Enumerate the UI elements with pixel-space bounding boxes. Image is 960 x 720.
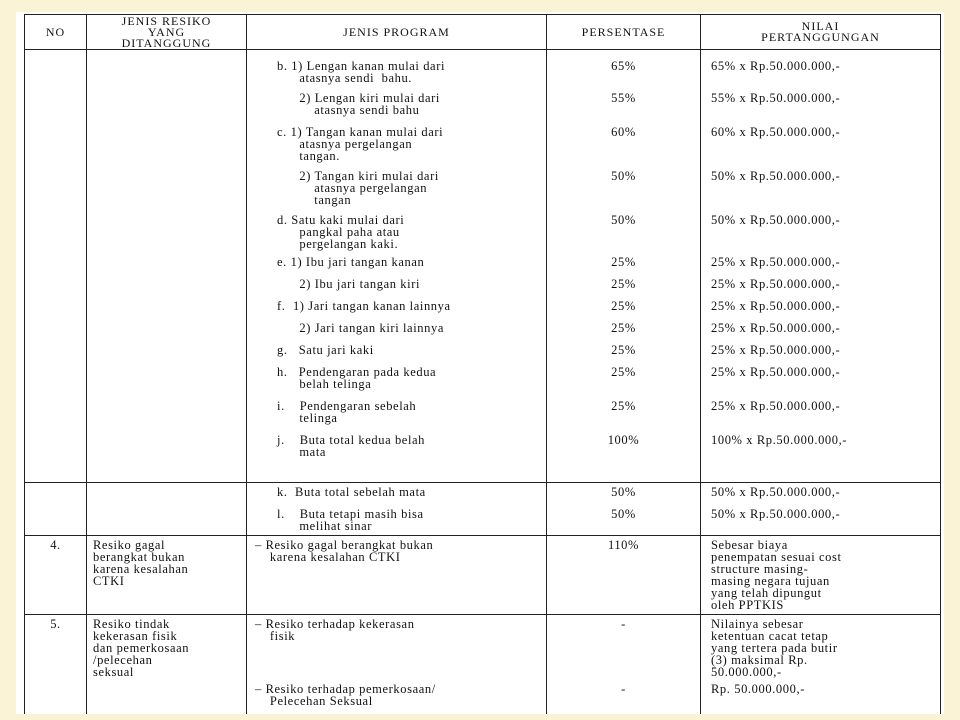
header-percentage: PERSENTASE bbox=[547, 15, 701, 50]
percentage-value: 100% bbox=[607, 433, 640, 447]
program-line: k. Buta total sebelah mata bbox=[277, 485, 426, 499]
value-text: 100% x Rp.50.000.000,- bbox=[711, 433, 848, 447]
program-line: b. 1) Lengan kanan mulai dari atasnya sendi bahu. bbox=[277, 59, 446, 85]
value-text: 55% x Rp.50.000.000,- bbox=[711, 91, 841, 105]
header-program: JENIS PROGRAM bbox=[247, 15, 547, 50]
value-text: 25% x Rp.50.000.000,- bbox=[711, 299, 841, 313]
program-line: f. 1) Jari tangan kanan lainnya bbox=[277, 299, 451, 313]
program-line: e. 1) Ibu jari tangan kanan bbox=[277, 255, 425, 269]
program-line: 2) Lengan kiri mulai dari atasnya sendi bahu bbox=[299, 91, 441, 117]
percentage-value: 50% bbox=[611, 485, 636, 499]
row-number: 5. bbox=[25, 615, 87, 715]
value-text: 25% x Rp.50.000.000,- bbox=[711, 321, 841, 335]
header-risk: JENIS RESIKO YANG DITANGGUNG bbox=[87, 15, 247, 50]
value-text: 25% x Rp.50.000.000,- bbox=[711, 365, 841, 379]
header-value: NILAI PERTANGGUNGAN bbox=[701, 15, 941, 50]
program-cell bbox=[247, 615, 547, 715]
percentage-value: - bbox=[621, 617, 626, 631]
no-cell bbox=[25, 50, 87, 483]
program-line: c. 1) Tangan kanan mulai dari atasnya pergelangan tangan. bbox=[277, 125, 444, 163]
program-line: h. Pendengaran pada kedua belah telinga bbox=[277, 365, 437, 391]
table-row bbox=[25, 50, 941, 483]
percentage-value: 25% bbox=[611, 255, 636, 269]
program-line: 2) Jari tangan kiri lainnya bbox=[277, 321, 444, 335]
insurance-table bbox=[24, 14, 941, 714]
percentage-cell bbox=[547, 483, 701, 536]
percentage-value: 60% bbox=[611, 125, 636, 139]
value-text: Nilainya sebesar ketentuan cacat tetap yang tertera pada butir (3) maksimal Rp. 50.000.000,- bbox=[711, 617, 838, 679]
value-cell bbox=[701, 615, 941, 715]
percentage-value: 50% bbox=[611, 169, 636, 183]
percentage-cell bbox=[547, 615, 701, 715]
program-line: 2) Ibu jari tangan kiri bbox=[277, 277, 421, 291]
program-line: 2) Tangan kiri mulai dari atasnya pergelangan tangan bbox=[299, 169, 439, 207]
program-line: d. Satu kaki mulai dari pangkal paha atau pergelangan kaki. bbox=[277, 213, 405, 251]
value-text: 25% x Rp.50.000.000,- bbox=[711, 277, 841, 291]
row-number: 4. bbox=[25, 536, 87, 615]
program-cell: – Resiko gagal berangkat bukan karena kesalahan CTKI bbox=[247, 536, 547, 615]
percentage-value: 50% bbox=[611, 507, 636, 521]
program-cell bbox=[247, 483, 547, 536]
value-text: 50% x Rp.50.000.000,- bbox=[711, 169, 841, 183]
header-row bbox=[25, 15, 941, 50]
value-cell bbox=[701, 50, 941, 483]
risk-cell: Resiko gagal berangkat bukan karena kesalahan CTKI bbox=[87, 536, 247, 615]
value-text: 25% x Rp.50.000.000,- bbox=[711, 399, 841, 413]
percentage-value: 25% bbox=[611, 321, 636, 335]
value-text: 50% x Rp.50.000.000,- bbox=[711, 507, 841, 521]
percentage-value: 50% bbox=[611, 213, 636, 227]
percentage-value: 55% bbox=[611, 91, 636, 105]
value-cell: Sebesar biaya penempatan sesuai cost structure masing- masing negara tujuan yang telah dipungut oleh PPTKIS bbox=[701, 536, 941, 615]
header-no: NO bbox=[25, 15, 87, 50]
value-text: 25% x Rp.50.000.000,- bbox=[711, 343, 841, 357]
program-cell bbox=[247, 50, 547, 483]
value-text: 50% x Rp.50.000.000,- bbox=[711, 485, 841, 499]
percentage-value: 25% bbox=[611, 299, 636, 313]
program-line: i. Pendengaran sebelah telinga bbox=[277, 399, 417, 425]
table-row bbox=[25, 615, 941, 715]
value-text: 65% x Rp.50.000.000,- bbox=[711, 59, 841, 73]
value-text: 60% x Rp.50.000.000,- bbox=[711, 125, 841, 139]
value-text: 50% x Rp.50.000.000,- bbox=[711, 213, 841, 227]
value-cell bbox=[701, 483, 941, 536]
percentage-value: 25% bbox=[611, 277, 636, 291]
percentage-cell bbox=[547, 50, 701, 483]
percentage-value: 25% bbox=[611, 365, 636, 379]
program-line: l. Buta tetapi masih bisa melihat sinar bbox=[277, 507, 424, 533]
value-text: Rp. 50.000.000,- bbox=[711, 682, 805, 696]
percentage-value: 25% bbox=[611, 343, 636, 357]
program-line: – Resiko terhadap kekerasan fisik bbox=[255, 617, 415, 643]
percentage-value: - bbox=[621, 682, 626, 696]
table-row bbox=[25, 483, 941, 536]
value-text: 25% x Rp.50.000.000,- bbox=[711, 255, 841, 269]
program-line: j. Buta total kedua belah mata bbox=[277, 433, 426, 459]
percentage-value: 65% bbox=[611, 59, 636, 73]
risk-cell: Resiko tindak kekerasan fisik dan pemerkosaan /pelecehan seksual bbox=[87, 615, 247, 715]
percentage-value: 25% bbox=[611, 399, 636, 413]
no-cell bbox=[25, 483, 87, 536]
percentage-cell: 110% bbox=[547, 536, 701, 615]
program-line: g. Satu jari kaki bbox=[277, 343, 374, 357]
risk-cell bbox=[87, 483, 247, 536]
risk-cell bbox=[87, 50, 247, 483]
program-line: – Resiko terhadap pemerkosaan/ Pelecehan Seksual bbox=[255, 682, 436, 708]
table-row bbox=[25, 536, 941, 615]
slide bbox=[16, 12, 944, 714]
